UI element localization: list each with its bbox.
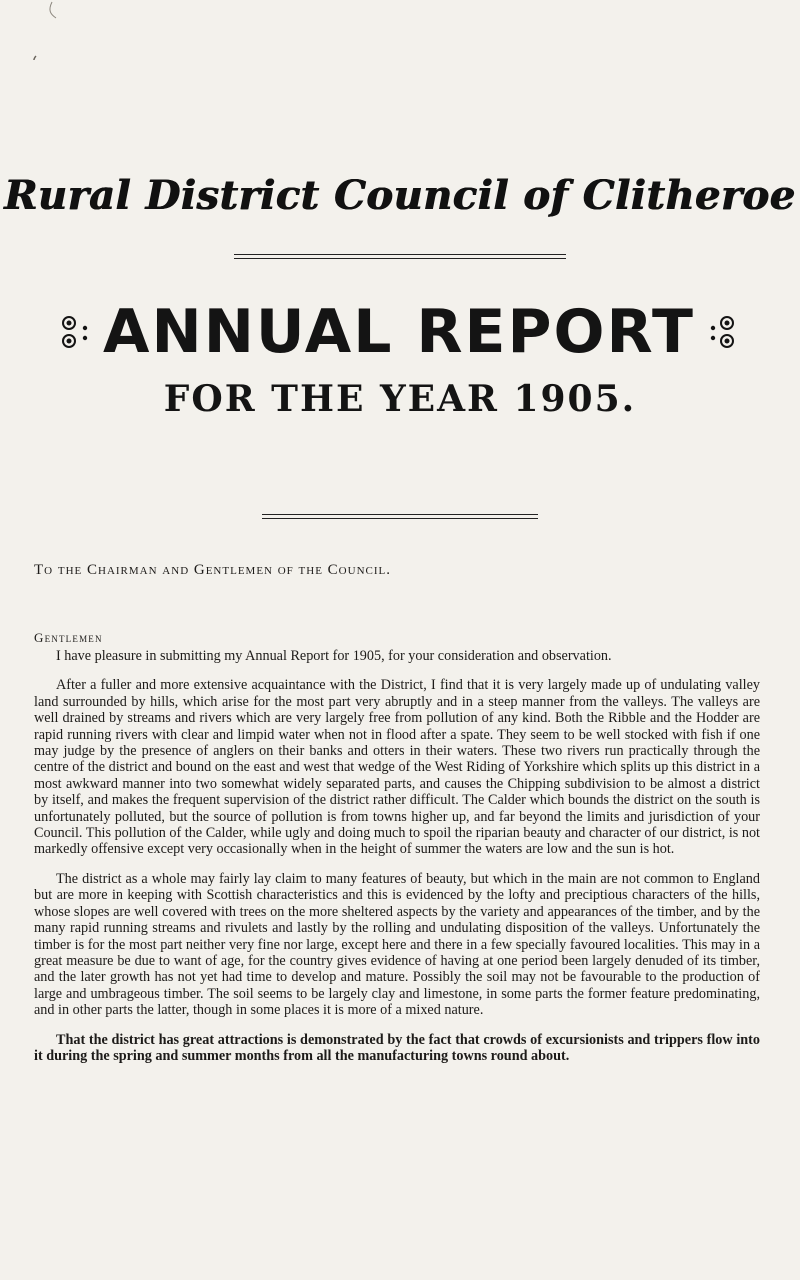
header-rule-top bbox=[234, 254, 566, 255]
letter-address: To the Chairman and Gentlemen of the Council. bbox=[34, 562, 391, 578]
header-rule-top-double bbox=[234, 258, 566, 259]
paragraph-rivers: After a fuller and more extensive acquaintance with the District, I find that it is very largely made up of undulating valley land surrounded by hills, which arise for the most part very abruptly and in a steep manner from the valleys. The valleys are well drained by streams and rivers which are very largely free from pollution of any kind. Both the Ribble and the Hodder are rapid running rivers with clear and limpid water when not in flood after a spate. They seem to be well stocked with fish if one may judge by the presence of anglers on their banks and otters in their waters. These two rivers run practically through the centre of the district and bound on the east and west that wedge of the West Riding of Yorkshire which splits up this district in a most awkward manner into two somewhat widely separated parts, and causes the Chipping subdivision to be almost a district by itself, and makes the frequent supervision of the district rather difficult. The Calder which bounds the district on the south is unfortunately polluted, but the source of pollution is from towns higher up, and far beyond the limits and jurisdiction of your Council. This pollution of the Calder, while ugly and doing much to spoil the riparian beauty and character of our district, is not markedly offensive except very occasionally when in the height of summer the waters are low and the sun is hot. bbox=[34, 677, 760, 858]
corner-pencil-mark bbox=[30, 0, 70, 60]
header-rule-bottom bbox=[262, 514, 538, 515]
letter-salutation: Gentlemen bbox=[34, 630, 103, 645]
letter-body bbox=[34, 648, 760, 1077]
report-year-heading: FOR THE YEAR 1905. bbox=[163, 378, 637, 420]
paragraph-intro: I have pleasure in submitting my Annual Report for 1905, for your consideration and observation. bbox=[56, 648, 612, 664]
annual-report-title: ANNUAL REPORT bbox=[103, 297, 695, 367]
header-rule-bottom-double bbox=[262, 518, 538, 519]
left-ornament-icon bbox=[61, 313, 89, 351]
paragraph-beauty: The district as a whole may fairly lay claim to many features of beauty, but which in the main are not common to England but are more in keeping with Scottish characteristics and this is evidenced by the lofty and preciptious characters of the hills, whose slopes are well covered with trees on the more sheltered aspects by the variety and appearances of the timber, and by the many rapid running streams and rivulets and lastly by the rolling and undulating disposition of the valleys. Unfortunately the timber is for the most part neither very fine nor large, except here and there in a few specially favoured localities. This may in a great measure be due to want of age, for the country gives evidence of having at one period been largely denuded of its timber, and the later growth has not yet had time to develop and mature. Possibly the soil may not be favourable to the production of large and umbrageous timber. The soil seems to be largely clay and limestone, in some parts the former feature predominating, and in other parts the latter, though in some places it is more of a mixed nature. bbox=[34, 870, 760, 1019]
annual-report-heading-row bbox=[0, 297, 800, 367]
right-ornament-icon bbox=[709, 313, 739, 351]
paragraph-attractions: That the district has great attractions is demonstrated by the fact that crowds of excursionists and trippers flow into it during the spring and summer months from all the manufacturing towns round about. bbox=[34, 1031, 760, 1064]
council-name-heading: Rural District Council of Clitheroe bbox=[4, 172, 796, 219]
